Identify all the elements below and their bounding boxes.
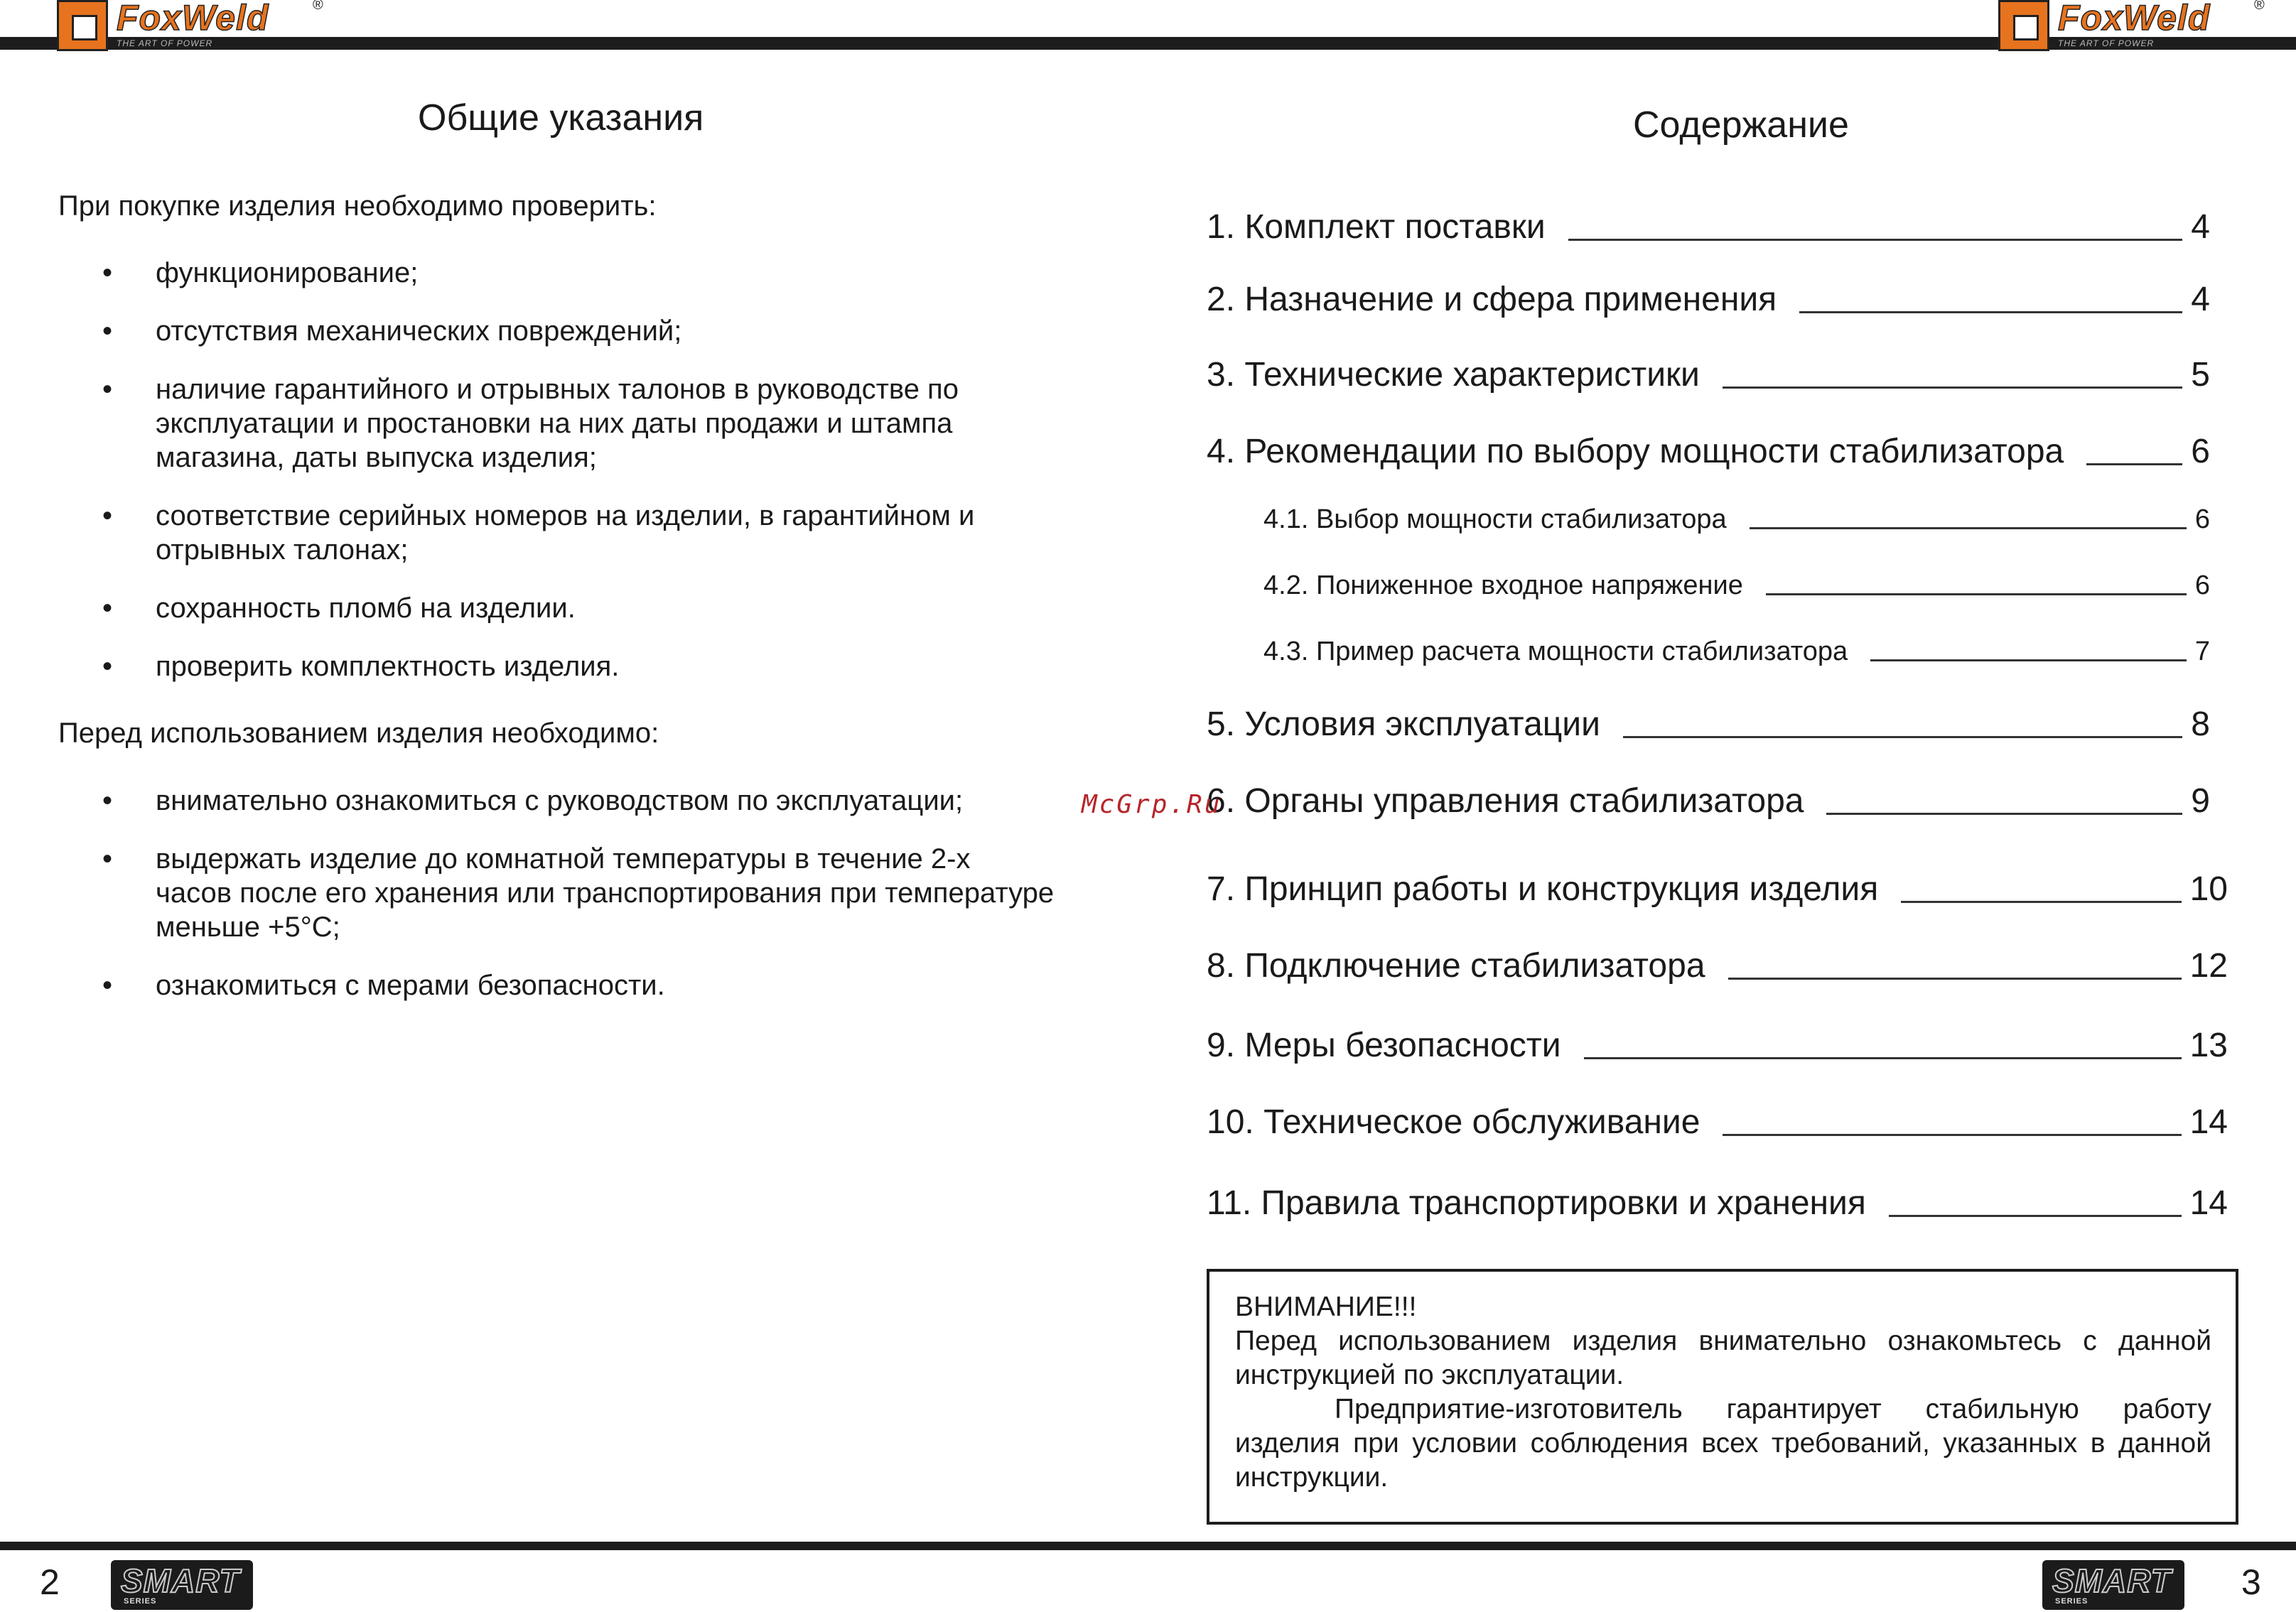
toc-entry-label: 3. Технические характеристики (1207, 356, 1700, 394)
smart-badge-word: SMART (121, 1562, 240, 1599)
toc-entry-page: 4 (2191, 281, 2210, 318)
toc-entry-page: 13 (2189, 1027, 2228, 1064)
list-item-line: эксплуатации и простановки на них даты продажи и штампа (156, 408, 953, 439)
logo-tagline: THE ART OF POWER (2058, 38, 2155, 48)
list-item-line: ознакомиться с мерами безопасности. (156, 970, 665, 1001)
list-item-line: выдержать изделие до комнатной температуры в течение 2-х (156, 843, 971, 875)
toc-entry (1207, 280, 2210, 319)
list-item-line: отсутствия механических повреждений; (156, 315, 682, 347)
toc-leader-line (1584, 1057, 2182, 1059)
logo-registered-mark: ® (2254, 0, 2265, 13)
list-item (58, 256, 974, 290)
toc-entry-page: 5 (2191, 356, 2210, 394)
list-item (58, 314, 974, 348)
logo-registered-mark: ® (313, 0, 323, 13)
toc-entry-page: 6 (2191, 433, 2210, 470)
bullet-icon: • (102, 500, 113, 531)
toc-entry-page: 6 (2194, 570, 2210, 600)
page-number-left: 2 (40, 1562, 60, 1602)
attention-notice-box (1207, 1269, 2238, 1525)
toc-leader-line (1889, 1215, 2182, 1217)
toc-entry (1207, 355, 2210, 394)
before-use-intro: Перед использованием изделия необходимо: (58, 718, 659, 749)
bullet-icon: • (102, 257, 113, 288)
toc-entry (1207, 1103, 2228, 1142)
toc-entry (1207, 705, 2210, 744)
toc-entry (1207, 870, 2228, 909)
toc-entry-label: 4.1. Выбор мощности стабилизатора (1263, 504, 1727, 534)
toc-leader-line (1799, 311, 2182, 313)
bullet-icon: • (102, 843, 113, 875)
toc-entry-page: 14 (2189, 1103, 2228, 1141)
toc-entry-label: 11. Правила транспортировки и хранения (1207, 1184, 1866, 1222)
bullet-icon: • (102, 651, 113, 682)
toc-entry-page: 9 (2191, 782, 2210, 820)
toc-entry (1263, 504, 2210, 535)
logo-wordmark: FoxWeld (117, 0, 269, 38)
toc-entry-page: 8 (2191, 705, 2210, 743)
list-item-line: часов после его хранения или транспортирования при температуре (156, 877, 1055, 909)
toc-entry-label: 6. Органы управления стабилизатора (1207, 782, 1804, 820)
bullet-icon: • (102, 970, 113, 1001)
list-item (58, 499, 974, 567)
toc-leader-line (1723, 386, 2182, 389)
bullet-icon: • (102, 315, 113, 347)
list-item-line: наличие гарантийного и отрывных талонов в руководстве по (156, 374, 959, 405)
logo-wordmark: FoxWeld (2058, 0, 2211, 38)
toc-leader-line (1870, 659, 2187, 661)
list-item (58, 784, 1054, 818)
toc-entry (1263, 637, 2210, 667)
toc-entry-label: 10. Техническое обслуживание (1207, 1103, 1701, 1141)
foxweld-logo-right (1998, 0, 2268, 54)
smart-badge-series: SERIES (124, 1597, 157, 1606)
list-item-line: проверить комплектность изделия. (156, 651, 620, 682)
toc-entry-label: 9. Меры безопасности (1207, 1027, 1561, 1064)
purchase-check-intro: При покупке изделия необходимо проверить: (58, 190, 657, 222)
watermark: McGrp.Ru (1082, 790, 1222, 819)
toc-entry-label: 5. Условия эксплуатации (1207, 705, 1600, 743)
toc-entry-page: 14 (2189, 1184, 2228, 1222)
left-page-title: Общие указания (418, 97, 704, 139)
list-item-line: сохранность пломб на изделии. (156, 593, 576, 624)
list-item-line: отрывных талонах; (156, 534, 409, 566)
toc-entry (1263, 570, 2210, 601)
toc-leader-line (1826, 813, 2182, 815)
toc-entry (1207, 207, 2210, 247)
list-item (58, 649, 974, 683)
toc-leader-line (1723, 1134, 2181, 1136)
notice-heading: ВНИМАНИЕ!!! (1235, 1292, 1417, 1322)
smart-badge-word: SMART (2052, 1562, 2172, 1599)
list-item-line: соответствие серийных номеров на изделии, в гарантийном и (156, 500, 975, 531)
list-item-line: функционирование; (156, 257, 419, 288)
toc-entry-label: 4. Рекомендации по выбору мощности стабилизатора (1207, 433, 2064, 470)
smart-badge-series: SERIES (2055, 1597, 2089, 1606)
toc-leader-line (1623, 736, 2182, 738)
toc-entry-label: 8. Подключение стабилизатора (1207, 947, 1705, 985)
toc-entry (1207, 781, 2210, 821)
logo-tagline: THE ART OF POWER (117, 38, 213, 48)
list-item (58, 372, 974, 475)
notice-paragraph-2: Предприятие-изготовитель гарантирует стабильную работу изделия при условии соблюдения всех требований, указанных в данной инструкции. (1235, 1394, 2211, 1493)
bullet-icon: • (102, 593, 113, 624)
toc-entry-page: 7 (2194, 637, 2210, 666)
toc-entry (1207, 1026, 2228, 1065)
toc-entry-label: 7. Принцип работы и конструкция изделия (1207, 870, 1879, 908)
list-item-line: магазина, даты выпуска изделия; (156, 442, 597, 473)
foxweld-logo-mark-icon (1998, 0, 2049, 51)
toc-entry-page: 4 (2191, 208, 2210, 246)
toc-leader-line (2086, 463, 2182, 465)
footer-rule (0, 1542, 2296, 1550)
toc-entry (1207, 946, 2228, 985)
toc-leader-line (1766, 593, 2187, 595)
list-item (58, 591, 974, 625)
toc-entry (1207, 432, 2210, 471)
bullet-icon: • (102, 785, 113, 816)
toc-leader-line (1728, 978, 2182, 980)
toc-entry-page: 12 (2189, 947, 2228, 985)
toc-entry (1207, 1184, 2228, 1223)
list-item (58, 842, 1054, 944)
toc-entry-label: 1. Комплект поставки (1207, 208, 1546, 246)
toc-leader-line (1901, 901, 2181, 903)
toc-entry-label: 4.2. Пониженное входное напряжение (1263, 570, 1743, 600)
list-item-line: меньше +5°С; (156, 912, 340, 943)
header-rule (0, 37, 2296, 50)
list-item (58, 968, 1054, 1002)
foxweld-logo-left (57, 0, 327, 54)
toc-entry-page: 10 (2189, 870, 2228, 908)
toc-entry-label: 2. Назначение и сфера применения (1207, 281, 1777, 318)
toc-entry-page: 6 (2194, 504, 2210, 534)
right-page-title: Содержание (1633, 104, 1849, 146)
list-item-line: внимательно ознакомиться с руководством по эксплуатации; (156, 785, 964, 816)
toc-entry-label: 4.3. Пример расчета мощности стабилизатора (1263, 637, 1848, 666)
smart-series-badge-left (111, 1560, 253, 1610)
foxweld-logo-mark-icon (57, 0, 108, 51)
smart-series-badge-right (2042, 1560, 2184, 1610)
bullet-icon: • (102, 374, 113, 405)
notice-paragraph-1: Перед использованием изделия внимательно ознакомьтесь с данной инструкцией по эксплуатации. (1235, 1326, 2211, 1390)
before-use-list (58, 784, 1054, 1002)
purchase-check-list (58, 256, 974, 683)
toc-leader-line (1750, 527, 2187, 529)
toc-leader-line (1568, 239, 2183, 241)
page-number-right: 3 (2241, 1562, 2261, 1602)
